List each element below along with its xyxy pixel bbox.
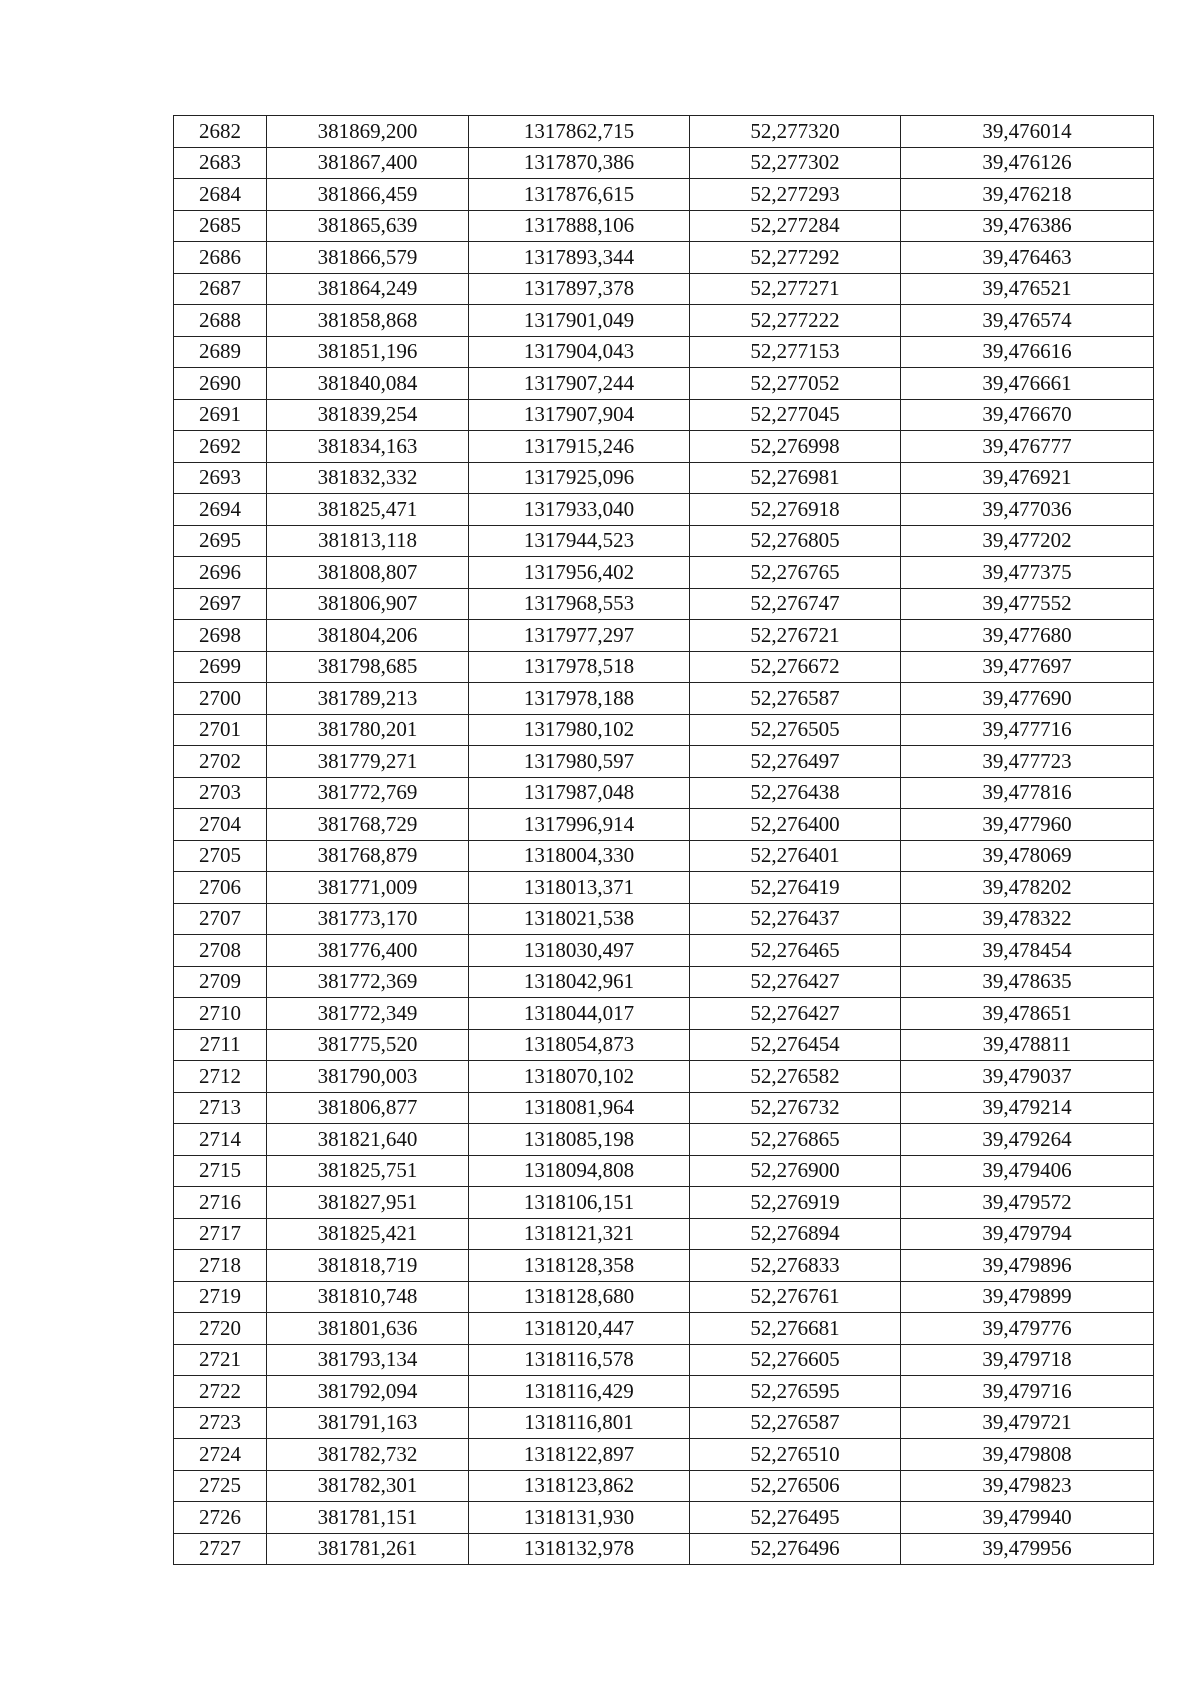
x-coordinate-cell: 381775,520 bbox=[267, 1029, 469, 1061]
x-coordinate-cell: 381818,719 bbox=[267, 1250, 469, 1282]
table-row bbox=[174, 525, 1154, 557]
y-coordinate-cell: 1318122,897 bbox=[469, 1439, 690, 1471]
latitude-cell: 52,276437 bbox=[690, 903, 901, 935]
latitude-cell: 52,276496 bbox=[690, 1533, 901, 1565]
x-coordinate-cell: 381851,196 bbox=[267, 336, 469, 368]
y-coordinate-cell: 1317977,297 bbox=[469, 620, 690, 652]
x-coordinate-cell: 381782,301 bbox=[267, 1470, 469, 1502]
y-coordinate-cell: 1318081,964 bbox=[469, 1092, 690, 1124]
longitude-cell: 39,476218 bbox=[901, 179, 1154, 211]
longitude-cell: 39,477816 bbox=[901, 777, 1154, 809]
point-number-cell: 2699 bbox=[174, 651, 267, 683]
longitude-cell: 39,478651 bbox=[901, 998, 1154, 1030]
point-number-cell: 2725 bbox=[174, 1470, 267, 1502]
table-row bbox=[174, 809, 1154, 841]
latitude-cell: 52,276587 bbox=[690, 683, 901, 715]
point-number-cell: 2683 bbox=[174, 147, 267, 179]
table-row bbox=[174, 1187, 1154, 1219]
longitude-cell: 39,478322 bbox=[901, 903, 1154, 935]
table-row bbox=[174, 1344, 1154, 1376]
point-number-cell: 2682 bbox=[174, 116, 267, 148]
longitude-cell: 39,479808 bbox=[901, 1439, 1154, 1471]
x-coordinate-cell: 381858,868 bbox=[267, 305, 469, 337]
point-number-cell: 2721 bbox=[174, 1344, 267, 1376]
latitude-cell: 52,276998 bbox=[690, 431, 901, 463]
longitude-cell: 39,479264 bbox=[901, 1124, 1154, 1156]
point-number-cell: 2727 bbox=[174, 1533, 267, 1565]
y-coordinate-cell: 1317996,914 bbox=[469, 809, 690, 841]
x-coordinate-cell: 381821,640 bbox=[267, 1124, 469, 1156]
longitude-cell: 39,479037 bbox=[901, 1061, 1154, 1093]
y-coordinate-cell: 1318054,873 bbox=[469, 1029, 690, 1061]
latitude-cell: 52,277320 bbox=[690, 116, 901, 148]
y-coordinate-cell: 1318070,102 bbox=[469, 1061, 690, 1093]
y-coordinate-cell: 1317978,518 bbox=[469, 651, 690, 683]
table-row bbox=[174, 462, 1154, 494]
longitude-cell: 39,479899 bbox=[901, 1281, 1154, 1313]
point-number-cell: 2685 bbox=[174, 210, 267, 242]
table-row bbox=[174, 336, 1154, 368]
x-coordinate-cell: 381773,170 bbox=[267, 903, 469, 935]
point-number-cell: 2710 bbox=[174, 998, 267, 1030]
latitude-cell: 52,277271 bbox=[690, 273, 901, 305]
latitude-cell: 52,276865 bbox=[690, 1124, 901, 1156]
table-row bbox=[174, 147, 1154, 179]
x-coordinate-cell: 381840,084 bbox=[267, 368, 469, 400]
latitude-cell: 52,276919 bbox=[690, 1187, 901, 1219]
y-coordinate-cell: 1318116,801 bbox=[469, 1407, 690, 1439]
x-coordinate-cell: 381834,163 bbox=[267, 431, 469, 463]
point-number-cell: 2704 bbox=[174, 809, 267, 841]
x-coordinate-cell: 381867,400 bbox=[267, 147, 469, 179]
x-coordinate-cell: 381806,907 bbox=[267, 588, 469, 620]
x-coordinate-cell: 381790,003 bbox=[267, 1061, 469, 1093]
table-row bbox=[174, 557, 1154, 589]
latitude-cell: 52,276732 bbox=[690, 1092, 901, 1124]
table-row bbox=[174, 1061, 1154, 1093]
x-coordinate-cell: 381772,369 bbox=[267, 966, 469, 998]
longitude-cell: 39,476521 bbox=[901, 273, 1154, 305]
point-number-cell: 2696 bbox=[174, 557, 267, 589]
latitude-cell: 52,276721 bbox=[690, 620, 901, 652]
longitude-cell: 39,476661 bbox=[901, 368, 1154, 400]
latitude-cell: 52,276506 bbox=[690, 1470, 901, 1502]
y-coordinate-cell: 1317933,040 bbox=[469, 494, 690, 526]
y-coordinate-cell: 1317904,043 bbox=[469, 336, 690, 368]
x-coordinate-cell: 381813,118 bbox=[267, 525, 469, 557]
y-coordinate-cell: 1318116,429 bbox=[469, 1376, 690, 1408]
y-coordinate-cell: 1318004,330 bbox=[469, 840, 690, 872]
x-coordinate-cell: 381832,332 bbox=[267, 462, 469, 494]
y-coordinate-cell: 1317915,246 bbox=[469, 431, 690, 463]
table-row bbox=[174, 368, 1154, 400]
longitude-cell: 39,478202 bbox=[901, 872, 1154, 904]
table-row bbox=[174, 683, 1154, 715]
y-coordinate-cell: 1317980,597 bbox=[469, 746, 690, 778]
x-coordinate-cell: 381866,459 bbox=[267, 179, 469, 211]
point-number-cell: 2715 bbox=[174, 1155, 267, 1187]
table-row bbox=[174, 620, 1154, 652]
longitude-cell: 39,478811 bbox=[901, 1029, 1154, 1061]
x-coordinate-cell: 381839,254 bbox=[267, 399, 469, 431]
longitude-cell: 39,479716 bbox=[901, 1376, 1154, 1408]
table-row bbox=[174, 651, 1154, 683]
y-coordinate-cell: 1318121,321 bbox=[469, 1218, 690, 1250]
longitude-cell: 39,477036 bbox=[901, 494, 1154, 526]
y-coordinate-cell: 1318042,961 bbox=[469, 966, 690, 998]
table-row bbox=[174, 1407, 1154, 1439]
table-row bbox=[174, 746, 1154, 778]
longitude-cell: 39,477202 bbox=[901, 525, 1154, 557]
x-coordinate-cell: 381780,201 bbox=[267, 714, 469, 746]
table-row bbox=[174, 840, 1154, 872]
coordinates-table-body bbox=[174, 116, 1154, 1565]
table-row bbox=[174, 399, 1154, 431]
point-number-cell: 2702 bbox=[174, 746, 267, 778]
y-coordinate-cell: 1317870,386 bbox=[469, 147, 690, 179]
table-row bbox=[174, 872, 1154, 904]
point-number-cell: 2707 bbox=[174, 903, 267, 935]
latitude-cell: 52,276587 bbox=[690, 1407, 901, 1439]
table-row bbox=[174, 431, 1154, 463]
longitude-cell: 39,479718 bbox=[901, 1344, 1154, 1376]
table-row bbox=[174, 588, 1154, 620]
longitude-cell: 39,476670 bbox=[901, 399, 1154, 431]
y-coordinate-cell: 1317925,096 bbox=[469, 462, 690, 494]
table-row bbox=[174, 1313, 1154, 1345]
x-coordinate-cell: 381825,751 bbox=[267, 1155, 469, 1187]
table-row bbox=[174, 242, 1154, 274]
y-coordinate-cell: 1318123,862 bbox=[469, 1470, 690, 1502]
latitude-cell: 52,276595 bbox=[690, 1376, 901, 1408]
y-coordinate-cell: 1317980,102 bbox=[469, 714, 690, 746]
point-number-cell: 2701 bbox=[174, 714, 267, 746]
latitude-cell: 52,276419 bbox=[690, 872, 901, 904]
y-coordinate-cell: 1318132,978 bbox=[469, 1533, 690, 1565]
x-coordinate-cell: 381825,421 bbox=[267, 1218, 469, 1250]
x-coordinate-cell: 381806,877 bbox=[267, 1092, 469, 1124]
longitude-cell: 39,479794 bbox=[901, 1218, 1154, 1250]
table-row bbox=[174, 1124, 1154, 1156]
table-row bbox=[174, 1250, 1154, 1282]
table-row bbox=[174, 273, 1154, 305]
latitude-cell: 52,276894 bbox=[690, 1218, 901, 1250]
y-coordinate-cell: 1317968,553 bbox=[469, 588, 690, 620]
table-row bbox=[174, 494, 1154, 526]
longitude-cell: 39,479406 bbox=[901, 1155, 1154, 1187]
latitude-cell: 52,276981 bbox=[690, 462, 901, 494]
latitude-cell: 52,276400 bbox=[690, 809, 901, 841]
longitude-cell: 39,477690 bbox=[901, 683, 1154, 715]
longitude-cell: 39,477375 bbox=[901, 557, 1154, 589]
y-coordinate-cell: 1318044,017 bbox=[469, 998, 690, 1030]
y-coordinate-cell: 1317897,378 bbox=[469, 273, 690, 305]
latitude-cell: 52,277052 bbox=[690, 368, 901, 400]
x-coordinate-cell: 381768,729 bbox=[267, 809, 469, 841]
latitude-cell: 52,276681 bbox=[690, 1313, 901, 1345]
point-number-cell: 2712 bbox=[174, 1061, 267, 1093]
y-coordinate-cell: 1318030,497 bbox=[469, 935, 690, 967]
x-coordinate-cell: 381825,471 bbox=[267, 494, 469, 526]
x-coordinate-cell: 381792,094 bbox=[267, 1376, 469, 1408]
latitude-cell: 52,276900 bbox=[690, 1155, 901, 1187]
x-coordinate-cell: 381810,748 bbox=[267, 1281, 469, 1313]
point-number-cell: 2716 bbox=[174, 1187, 267, 1219]
point-number-cell: 2720 bbox=[174, 1313, 267, 1345]
point-number-cell: 2722 bbox=[174, 1376, 267, 1408]
table-row bbox=[174, 1533, 1154, 1565]
point-number-cell: 2687 bbox=[174, 273, 267, 305]
point-number-cell: 2697 bbox=[174, 588, 267, 620]
y-coordinate-cell: 1317907,904 bbox=[469, 399, 690, 431]
latitude-cell: 52,276495 bbox=[690, 1502, 901, 1534]
latitude-cell: 52,276918 bbox=[690, 494, 901, 526]
point-number-cell: 2703 bbox=[174, 777, 267, 809]
y-coordinate-cell: 1318021,538 bbox=[469, 903, 690, 935]
table-row bbox=[174, 1439, 1154, 1471]
longitude-cell: 39,477680 bbox=[901, 620, 1154, 652]
x-coordinate-cell: 381772,349 bbox=[267, 998, 469, 1030]
latitude-cell: 52,276672 bbox=[690, 651, 901, 683]
x-coordinate-cell: 381771,009 bbox=[267, 872, 469, 904]
longitude-cell: 39,477716 bbox=[901, 714, 1154, 746]
x-coordinate-cell: 381864,249 bbox=[267, 273, 469, 305]
point-number-cell: 2693 bbox=[174, 462, 267, 494]
x-coordinate-cell: 381808,807 bbox=[267, 557, 469, 589]
latitude-cell: 52,277284 bbox=[690, 210, 901, 242]
latitude-cell: 52,276505 bbox=[690, 714, 901, 746]
longitude-cell: 39,476386 bbox=[901, 210, 1154, 242]
point-number-cell: 2705 bbox=[174, 840, 267, 872]
latitude-cell: 52,276427 bbox=[690, 998, 901, 1030]
latitude-cell: 52,276401 bbox=[690, 840, 901, 872]
y-coordinate-cell: 1317876,615 bbox=[469, 179, 690, 211]
longitude-cell: 39,479776 bbox=[901, 1313, 1154, 1345]
longitude-cell: 39,478454 bbox=[901, 935, 1154, 967]
longitude-cell: 39,476574 bbox=[901, 305, 1154, 337]
table-row bbox=[174, 210, 1154, 242]
longitude-cell: 39,476014 bbox=[901, 116, 1154, 148]
latitude-cell: 52,276605 bbox=[690, 1344, 901, 1376]
x-coordinate-cell: 381779,271 bbox=[267, 746, 469, 778]
table-row bbox=[174, 179, 1154, 211]
latitude-cell: 52,276833 bbox=[690, 1250, 901, 1282]
x-coordinate-cell: 381781,151 bbox=[267, 1502, 469, 1534]
latitude-cell: 52,276454 bbox=[690, 1029, 901, 1061]
latitude-cell: 52,276761 bbox=[690, 1281, 901, 1313]
latitude-cell: 52,276497 bbox=[690, 746, 901, 778]
table-row bbox=[174, 714, 1154, 746]
latitude-cell: 52,276805 bbox=[690, 525, 901, 557]
latitude-cell: 52,277045 bbox=[690, 399, 901, 431]
y-coordinate-cell: 1317893,344 bbox=[469, 242, 690, 274]
x-coordinate-cell: 381793,134 bbox=[267, 1344, 469, 1376]
y-coordinate-cell: 1317907,244 bbox=[469, 368, 690, 400]
x-coordinate-cell: 381781,261 bbox=[267, 1533, 469, 1565]
longitude-cell: 39,479956 bbox=[901, 1533, 1154, 1565]
longitude-cell: 39,478635 bbox=[901, 966, 1154, 998]
point-number-cell: 2698 bbox=[174, 620, 267, 652]
point-number-cell: 2711 bbox=[174, 1029, 267, 1061]
point-number-cell: 2713 bbox=[174, 1092, 267, 1124]
longitude-cell: 39,479940 bbox=[901, 1502, 1154, 1534]
point-number-cell: 2692 bbox=[174, 431, 267, 463]
longitude-cell: 39,479572 bbox=[901, 1187, 1154, 1219]
x-coordinate-cell: 381804,206 bbox=[267, 620, 469, 652]
longitude-cell: 39,476463 bbox=[901, 242, 1154, 274]
table-row bbox=[174, 305, 1154, 337]
point-number-cell: 2717 bbox=[174, 1218, 267, 1250]
latitude-cell: 52,277293 bbox=[690, 179, 901, 211]
point-number-cell: 2691 bbox=[174, 399, 267, 431]
y-coordinate-cell: 1317956,402 bbox=[469, 557, 690, 589]
point-number-cell: 2684 bbox=[174, 179, 267, 211]
point-number-cell: 2694 bbox=[174, 494, 267, 526]
y-coordinate-cell: 1318094,808 bbox=[469, 1155, 690, 1187]
y-coordinate-cell: 1317944,523 bbox=[469, 525, 690, 557]
table-row bbox=[174, 998, 1154, 1030]
point-number-cell: 2718 bbox=[174, 1250, 267, 1282]
x-coordinate-cell: 381798,685 bbox=[267, 651, 469, 683]
table-row bbox=[174, 1029, 1154, 1061]
table-row bbox=[174, 1218, 1154, 1250]
table-row bbox=[174, 1470, 1154, 1502]
x-coordinate-cell: 381789,213 bbox=[267, 683, 469, 715]
x-coordinate-cell: 381865,639 bbox=[267, 210, 469, 242]
x-coordinate-cell: 381782,732 bbox=[267, 1439, 469, 1471]
y-coordinate-cell: 1318128,680 bbox=[469, 1281, 690, 1313]
latitude-cell: 52,276427 bbox=[690, 966, 901, 998]
table-row bbox=[174, 1502, 1154, 1534]
longitude-cell: 39,479823 bbox=[901, 1470, 1154, 1502]
y-coordinate-cell: 1318013,371 bbox=[469, 872, 690, 904]
longitude-cell: 39,479214 bbox=[901, 1092, 1154, 1124]
latitude-cell: 52,277222 bbox=[690, 305, 901, 337]
longitude-cell: 39,476616 bbox=[901, 336, 1154, 368]
longitude-cell: 39,477723 bbox=[901, 746, 1154, 778]
point-number-cell: 2689 bbox=[174, 336, 267, 368]
x-coordinate-cell: 381791,163 bbox=[267, 1407, 469, 1439]
point-number-cell: 2688 bbox=[174, 305, 267, 337]
point-number-cell: 2709 bbox=[174, 966, 267, 998]
point-number-cell: 2726 bbox=[174, 1502, 267, 1534]
y-coordinate-cell: 1317901,049 bbox=[469, 305, 690, 337]
longitude-cell: 39,479896 bbox=[901, 1250, 1154, 1282]
table-row bbox=[174, 1092, 1154, 1124]
longitude-cell: 39,477697 bbox=[901, 651, 1154, 683]
point-number-cell: 2719 bbox=[174, 1281, 267, 1313]
table-row bbox=[174, 966, 1154, 998]
x-coordinate-cell: 381776,400 bbox=[267, 935, 469, 967]
longitude-cell: 39,479721 bbox=[901, 1407, 1154, 1439]
longitude-cell: 39,476777 bbox=[901, 431, 1154, 463]
y-coordinate-cell: 1317987,048 bbox=[469, 777, 690, 809]
y-coordinate-cell: 1318120,447 bbox=[469, 1313, 690, 1345]
latitude-cell: 52,276747 bbox=[690, 588, 901, 620]
point-number-cell: 2690 bbox=[174, 368, 267, 400]
y-coordinate-cell: 1317888,106 bbox=[469, 210, 690, 242]
x-coordinate-cell: 381772,769 bbox=[267, 777, 469, 809]
table-row bbox=[174, 1376, 1154, 1408]
y-coordinate-cell: 1318131,930 bbox=[469, 1502, 690, 1534]
latitude-cell: 52,276582 bbox=[690, 1061, 901, 1093]
y-coordinate-cell: 1318106,151 bbox=[469, 1187, 690, 1219]
latitude-cell: 52,277302 bbox=[690, 147, 901, 179]
y-coordinate-cell: 1318116,578 bbox=[469, 1344, 690, 1376]
x-coordinate-cell: 381866,579 bbox=[267, 242, 469, 274]
point-number-cell: 2724 bbox=[174, 1439, 267, 1471]
latitude-cell: 52,276438 bbox=[690, 777, 901, 809]
table-row bbox=[174, 903, 1154, 935]
table-row bbox=[174, 1281, 1154, 1313]
longitude-cell: 39,477552 bbox=[901, 588, 1154, 620]
coordinates-table bbox=[173, 115, 1154, 1565]
x-coordinate-cell: 381768,879 bbox=[267, 840, 469, 872]
longitude-cell: 39,476921 bbox=[901, 462, 1154, 494]
table-row bbox=[174, 777, 1154, 809]
longitude-cell: 39,476126 bbox=[901, 147, 1154, 179]
point-number-cell: 2708 bbox=[174, 935, 267, 967]
point-number-cell: 2686 bbox=[174, 242, 267, 274]
latitude-cell: 52,276765 bbox=[690, 557, 901, 589]
point-number-cell: 2695 bbox=[174, 525, 267, 557]
x-coordinate-cell: 381827,951 bbox=[267, 1187, 469, 1219]
table-row bbox=[174, 116, 1154, 148]
y-coordinate-cell: 1317978,188 bbox=[469, 683, 690, 715]
point-number-cell: 2714 bbox=[174, 1124, 267, 1156]
longitude-cell: 39,478069 bbox=[901, 840, 1154, 872]
y-coordinate-cell: 1318085,198 bbox=[469, 1124, 690, 1156]
latitude-cell: 52,277153 bbox=[690, 336, 901, 368]
table-row bbox=[174, 935, 1154, 967]
x-coordinate-cell: 381869,200 bbox=[267, 116, 469, 148]
latitude-cell: 52,276510 bbox=[690, 1439, 901, 1471]
point-number-cell: 2706 bbox=[174, 872, 267, 904]
point-number-cell: 2723 bbox=[174, 1407, 267, 1439]
y-coordinate-cell: 1317862,715 bbox=[469, 116, 690, 148]
point-number-cell: 2700 bbox=[174, 683, 267, 715]
latitude-cell: 52,277292 bbox=[690, 242, 901, 274]
table-row bbox=[174, 1155, 1154, 1187]
latitude-cell: 52,276465 bbox=[690, 935, 901, 967]
x-coordinate-cell: 381801,636 bbox=[267, 1313, 469, 1345]
longitude-cell: 39,477960 bbox=[901, 809, 1154, 841]
y-coordinate-cell: 1318128,358 bbox=[469, 1250, 690, 1282]
